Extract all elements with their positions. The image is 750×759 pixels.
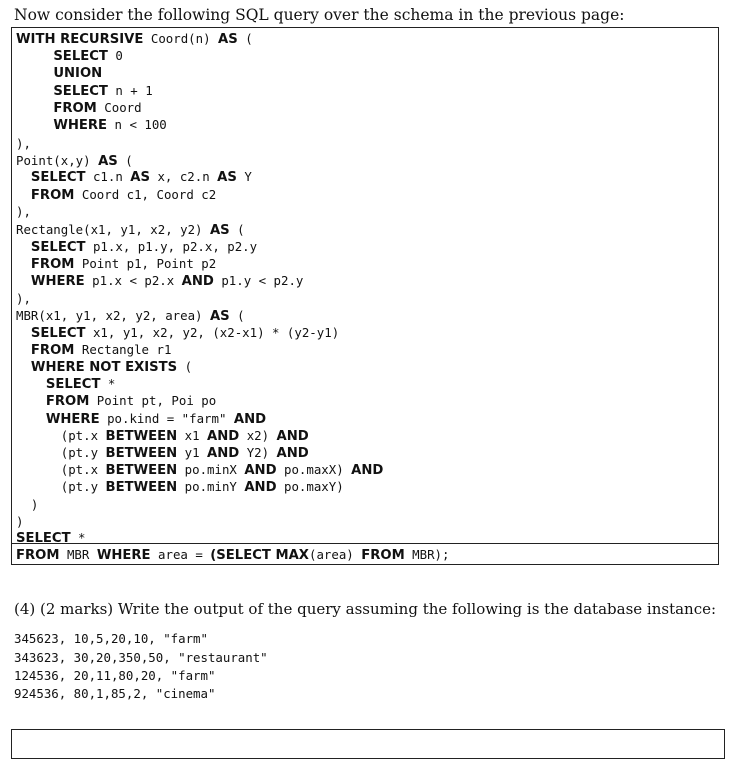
- sql-text: Point(x,y): [16, 153, 99, 168]
- sql-text: ): [16, 497, 39, 512]
- sql-keyword: WITH RECURSIVE: [16, 32, 144, 47]
- sql-keyword: FROM: [361, 548, 405, 563]
- intro-text: Now consider the following SQL query over the schema in the previous page:: [14, 6, 625, 24]
- sql-keyword: FROM: [30, 188, 75, 203]
- sql-text: [16, 342, 31, 357]
- sql-keyword: AS: [209, 309, 230, 324]
- sql-text: [16, 48, 53, 63]
- sql-text: Y2): [239, 445, 277, 460]
- sql-text: Y: [236, 169, 252, 184]
- instance-row: 124536, 20,11,80,20, "farm": [14, 668, 216, 683]
- sql-text: (pt.y: [16, 445, 106, 460]
- sql-keyword: AND: [207, 446, 240, 461]
- code-line: [16, 410, 266, 427]
- sql-text: [16, 376, 46, 391]
- sql-text: (: [229, 308, 245, 323]
- sql-keyword: FROM: [30, 343, 75, 358]
- code-line: [16, 478, 344, 495]
- sql-text: p1.x, p1.y, p2.x, p2.y: [85, 239, 258, 254]
- code-line: [16, 82, 153, 99]
- sql-text: *: [100, 376, 116, 391]
- sql-text: [16, 239, 31, 254]
- sql-text: *: [70, 530, 86, 545]
- sql-keyword: BETWEEN: [105, 463, 178, 478]
- code-line: [16, 30, 253, 47]
- sql-text: (: [237, 31, 253, 46]
- sql-text: po.kind = "farm": [99, 411, 234, 426]
- sql-keyword: AND: [276, 446, 309, 461]
- sql-keyword: AND: [233, 412, 267, 427]
- sql-text: po.maxX): [276, 462, 352, 477]
- code-line: [16, 186, 216, 203]
- sql-text: [16, 187, 31, 202]
- code-line: [16, 168, 252, 185]
- sql-keyword: SELECT: [16, 531, 71, 546]
- sql-keyword: AS: [130, 170, 150, 185]
- sql-text: Point pt, Poi po: [89, 393, 217, 408]
- sql-text: (: [229, 222, 245, 237]
- sql-text: y1: [177, 445, 208, 460]
- sql-text: (: [117, 153, 133, 168]
- code-line: [16, 307, 245, 324]
- sql-keyword: AND: [181, 274, 214, 289]
- sql-text: Coord c1, Coord c2: [74, 187, 217, 202]
- sql-text: x, c2.n: [150, 169, 218, 184]
- sql-text: Point p1, Point p2: [74, 256, 217, 271]
- sql-text: [16, 256, 31, 271]
- sql-text: MBR(x1, y1, x2, y2, area): [16, 308, 210, 323]
- code-line: [16, 461, 383, 478]
- sql-text: ): [16, 514, 24, 529]
- sql-text: ),: [16, 136, 31, 151]
- code-line: [16, 135, 31, 152]
- code-line: [16, 221, 245, 238]
- sql-keyword: (SELECT MAX: [210, 548, 309, 563]
- sql-text: n < 100: [107, 117, 167, 132]
- code-line: [16, 99, 142, 116]
- sql-text: ),: [16, 204, 31, 219]
- sql-keyword: AS: [218, 32, 238, 47]
- sql-text: 0: [107, 48, 123, 63]
- sql-keyword: SELECT: [30, 326, 86, 341]
- sql-text: x1: [177, 428, 208, 443]
- sql-text: p1.y < p2.y: [213, 273, 304, 288]
- sql-text: ),: [16, 291, 31, 306]
- sql-text: Rectangle r1: [74, 342, 172, 357]
- sql-text: [16, 169, 31, 184]
- code-line: [16, 546, 449, 563]
- query-divider: [12, 543, 718, 544]
- sql-text: [16, 393, 46, 408]
- sql-text: po.minY: [177, 479, 245, 494]
- sql-text: MBR);: [404, 547, 450, 562]
- sql-keyword: SELECT: [30, 170, 86, 185]
- code-line: [16, 47, 123, 64]
- sql-text: (: [177, 359, 193, 374]
- sql-text: (area): [308, 547, 362, 562]
- sql-keyword: WHERE: [96, 548, 151, 563]
- question-4-text: (4) (2 marks) Write the output of the query assuming the following is the database instance:: [14, 600, 717, 618]
- sql-keyword: FROM: [16, 548, 60, 563]
- sql-keyword: AS: [209, 223, 230, 238]
- sql-keyword: SELECT: [53, 49, 108, 64]
- sql-text: (pt.x: [16, 428, 106, 443]
- sql-text: [16, 359, 31, 374]
- code-line: [16, 203, 31, 220]
- sql-keyword: SELECT: [30, 240, 86, 255]
- sql-text: po.minX: [177, 462, 245, 477]
- sql-text: area =: [150, 547, 211, 562]
- code-line: [16, 64, 102, 81]
- sql-keyword: AND: [207, 429, 240, 444]
- code-line: [16, 238, 257, 255]
- sql-keyword: WHERE: [53, 118, 108, 133]
- code-line: [16, 529, 86, 546]
- code-line: [16, 341, 171, 358]
- answer-box[interactable]: [11, 729, 725, 759]
- code-line: [16, 255, 216, 272]
- sql-keyword: AND: [244, 463, 277, 478]
- sql-keyword: SELECT: [53, 84, 108, 99]
- sql-text: x1, y1, x2, y2, (x2-x1) * (y2-y1): [85, 325, 340, 340]
- code-line: [16, 513, 23, 530]
- sql-text: [16, 273, 31, 288]
- sql-keyword: SELECT: [45, 377, 101, 392]
- sql-keyword: BETWEEN: [105, 446, 178, 461]
- sql-keyword: AS: [217, 170, 237, 185]
- sql-text: po.maxY): [276, 479, 344, 494]
- sql-text: Coord: [96, 100, 142, 115]
- sql-text: (pt.x: [16, 462, 106, 477]
- sql-keyword: AND: [351, 463, 384, 478]
- sql-keyword: FROM: [30, 257, 75, 272]
- code-line: [16, 444, 309, 461]
- sql-text: x2): [239, 428, 277, 443]
- code-line: [16, 116, 167, 133]
- sql-text: [16, 100, 53, 115]
- sql-keyword: BETWEEN: [105, 429, 178, 444]
- sql-text: [16, 411, 46, 426]
- code-line: [16, 324, 339, 341]
- sql-keyword: AND: [276, 429, 309, 444]
- sql-text: [16, 325, 31, 340]
- code-line: [16, 272, 303, 289]
- sql-keyword: FROM: [53, 101, 97, 116]
- sql-keyword: AND: [244, 480, 277, 495]
- sql-keyword: AS: [98, 154, 118, 169]
- sql-keyword: WHERE: [30, 274, 85, 289]
- sql-keyword: WHERE: [45, 412, 100, 427]
- sql-text: p1.x < p2.x: [84, 273, 182, 288]
- instance-row: 343623, 30,20,350,50, "restaurant": [14, 650, 268, 665]
- sql-text: Rectangle(x1, y1, x2, y2): [16, 222, 210, 237]
- sql-text: [16, 83, 53, 98]
- instance-row: 924536, 80,1,85,2, "cinema": [14, 686, 216, 701]
- sql-text: MBR: [59, 547, 97, 562]
- instance-row: 345623, 10,5,20,10, "farm": [14, 631, 208, 646]
- code-line: [16, 290, 31, 307]
- sql-text: n + 1: [107, 83, 153, 98]
- sql-text: Coord(n): [143, 31, 219, 46]
- sql-text: c1.n: [85, 169, 131, 184]
- code-line: [16, 358, 192, 375]
- code-line: [16, 496, 38, 513]
- sql-keyword: BETWEEN: [105, 480, 178, 495]
- code-line: [16, 392, 216, 409]
- code-line: [16, 427, 309, 444]
- sql-keyword: UNION: [53, 66, 103, 81]
- sql-query-box: [11, 27, 719, 565]
- sql-text: (pt.y: [16, 479, 106, 494]
- code-line: [16, 152, 133, 169]
- sql-keyword: WHERE NOT EXISTS: [30, 360, 178, 375]
- sql-keyword: FROM: [45, 394, 90, 409]
- sql-text: [16, 117, 53, 132]
- code-line: [16, 375, 115, 392]
- sql-text: [16, 65, 53, 80]
